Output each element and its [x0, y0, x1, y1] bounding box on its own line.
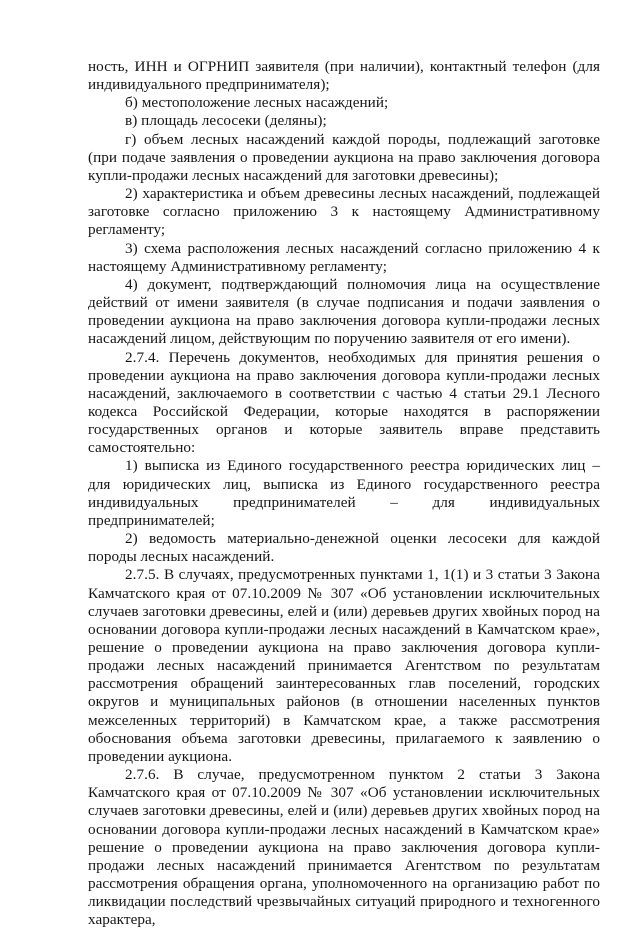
paragraph-2-7-4-item-1: 1) выписка из Единого государственного реестра юридических лиц – для юридических лиц, выписка из Единого государственного реестра индивидуальных предпринимателей – для индивидуальных предпринимателей; [88, 457, 600, 529]
paragraph-item-2: 2) характеристика и объем древесины лесных насаждений, подлежащей заготовке согласно приложению 3 к настоящему Административному регламенту; [88, 185, 600, 239]
paragraph-item-b: б) местоположение лесных насаждений; [125, 94, 389, 112]
paragraph-item-v: в) площадь лесосеки (деляны); [125, 112, 327, 130]
document-page [88, 58, 600, 930]
paragraph-continuation: ность, ИНН и ОГРНИП заявителя (при наличии), контактный телефон (для индивидуального предпринимателя); [88, 58, 600, 94]
paragraph-2-7-4-item-2: 2) ведомость материально-денежной оценки лесосеки для каждой породы лесных насаждений. [88, 530, 600, 566]
paragraph-item-3: 3) схема расположения лесных насаждений согласно приложению 4 к настоящему Административному регламенту; [88, 239, 600, 275]
paragraph-section-2-7-5: 2.7.5. В случаях, предусмотренных пунктами 1, 1(1) и 3 статьи 3 Закона Камчатского края от 07.10.2009 № 307 «Об установлении исключительных случаев заготовки древесины, елей и (или) деревьев других хвойных пород на основании договора купли-продажи лесных насаждений в Камчатском крае», решение о проведении аукциона на право заключения договора купли-продажи лесных насаждений принимается Агентством по результатам рассмотрения обращений заинтересованных глав поселений, городских округов и муниципальных районов (в отношении населенных пунктов межселенных территорий) в Камчатском крае, а также рассмотрения обоснования объема заготовки древесины, прилагаемого к заявлению о проведении аукциона. [88, 566, 600, 765]
paragraph-section-2-7-4: 2.7.4. Перечень документов, необходимых для принятия решения о проведении аукциона на право заключения договора купли-продажи лесных насаждений, заключаемого в соответствии с частью 4 статьи 29.1 Лесного кодекса Российской Федерации, которые находятся в распоряжении государственных органов и которые заявитель вправе представить самостоятельно: [88, 348, 600, 457]
paragraph-item-g: г) объем лесных насаждений каждой породы, подлежащий заготовке (при подаче заявления о проведении аукциона на право заключения договора купли-продажи лесных насаждений для заготовки древесины); [88, 130, 600, 184]
paragraph-section-2-7-6: 2.7.6. В случае, предусмотренном пунктом 2 статьи 3 Закона Камчатского края от 07.10.2009 № 307 «Об установлении исключительных случаев заготовки древесины, елей и (или) деревьев других хвойных пород на основании договора купли-продажи лесных насаждений в Камчатском крае» решение о проведении аукциона на право заключения договора купли-продажи лесных насаждений принимается Агентством по результатам рассмотрения обращения органа, уполномоченного на организацию работ по ликвидации последствий чрезвычайных ситуаций природного и техногенного характера, [88, 766, 600, 929]
paragraph-item-4: 4) документ, подтверждающий полномочия лица на осуществление действий от имени заявителя (в случае подписания и подачи заявления о проведении аукциона на право заключения договора купли-продажи лесных насаждений лицом, действующим по поручению заявителя от его имени). [88, 275, 600, 348]
